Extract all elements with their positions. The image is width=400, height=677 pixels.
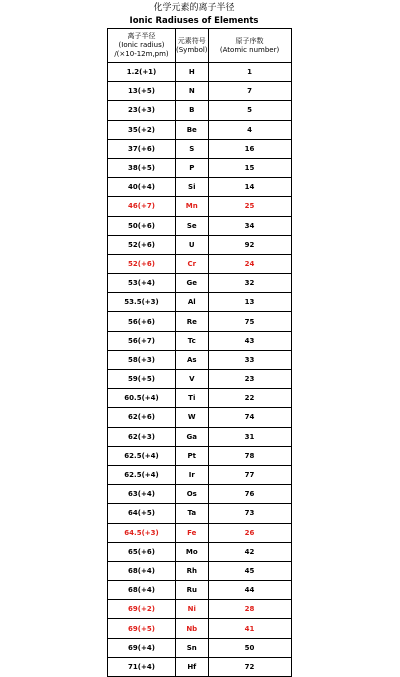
- ionic-radius-cell: 64.5(+3): [108, 523, 176, 542]
- atomic-number-cell: 4: [208, 120, 291, 139]
- symbol-cell: Sn: [176, 638, 209, 657]
- atomic-number-cell: 1: [208, 63, 291, 82]
- symbol-cell: Tc: [176, 331, 209, 350]
- symbol-cell: Os: [176, 485, 209, 504]
- table-row: [108, 82, 292, 101]
- symbol-cell: Se: [176, 216, 209, 235]
- header-row: [108, 29, 292, 63]
- atomic-number-cell: 75: [208, 312, 291, 331]
- atomic-number-cell: 92: [208, 235, 291, 254]
- ionic-radius-cell: 13(+5): [108, 82, 176, 101]
- ionic-radius-cell: 71(+4): [108, 657, 176, 676]
- ionic-radius-cell: 62(+6): [108, 408, 176, 427]
- atomic-number-cell: 43: [208, 331, 291, 350]
- ionic-radius-cell: 62(+3): [108, 427, 176, 446]
- ionic-radius-cell: 40(+4): [108, 178, 176, 197]
- table-row: [108, 638, 292, 657]
- symbol-cell: Al: [176, 293, 209, 312]
- table-row: [108, 446, 292, 465]
- atomic-number-cell: 32: [208, 274, 291, 293]
- ionic-radius-cell: 59(+5): [108, 370, 176, 389]
- table-row: [108, 101, 292, 120]
- ionic-radius-cell: 1.2(+1): [108, 63, 176, 82]
- symbol-cell: Ru: [176, 581, 209, 600]
- table-row: [108, 197, 292, 216]
- symbol-cell: Mo: [176, 542, 209, 561]
- table-row: [108, 485, 292, 504]
- table-row: [108, 216, 292, 235]
- symbol-cell: Ga: [176, 427, 209, 446]
- table-row: [108, 178, 292, 197]
- header-ionic-radius: [108, 29, 176, 63]
- symbol-cell: Pt: [176, 446, 209, 465]
- symbol-cell: As: [176, 350, 209, 369]
- table-row: [108, 63, 292, 82]
- atomic-number-cell: 72: [208, 657, 291, 676]
- ionic-radius-cell: 53(+4): [108, 274, 176, 293]
- table-row: [108, 254, 292, 273]
- atomic-number-cell: 7: [208, 82, 291, 101]
- table-row: [108, 312, 292, 331]
- title-english: Ionic Radiuses of Elements: [129, 16, 259, 26]
- header-symbol-line: 元素符号: [177, 36, 206, 45]
- atomic-number-cell: 74: [208, 408, 291, 427]
- header-atomic-number-line: (Atomic number): [219, 45, 280, 54]
- ionic-radius-cell: 50(+6): [108, 216, 176, 235]
- table-row: [108, 542, 292, 561]
- ionic-radius-cell: 52(+6): [108, 235, 176, 254]
- table-row: [108, 600, 292, 619]
- symbol-cell: W: [176, 408, 209, 427]
- symbol-cell: Ge: [176, 274, 209, 293]
- atomic-number-cell: 5: [208, 101, 291, 120]
- ionic-radius-cell: 68(+4): [108, 581, 176, 600]
- table-row: [108, 581, 292, 600]
- table-row: [108, 561, 292, 580]
- symbol-cell: V: [176, 370, 209, 389]
- table-row: [108, 158, 292, 177]
- atomic-number-cell: 15: [208, 158, 291, 177]
- symbol-cell: Ir: [176, 465, 209, 484]
- atomic-number-cell: 45: [208, 561, 291, 580]
- table-row: [108, 274, 292, 293]
- table-row: [108, 120, 292, 139]
- atomic-number-cell: 31: [208, 427, 291, 446]
- header-atomic-number-line: 原子序数: [235, 36, 264, 45]
- ionic-radius-cell: 64(+5): [108, 504, 176, 523]
- symbol-cell: S: [176, 139, 209, 158]
- header-ionic-radius-line: (Ionic radius): [118, 41, 165, 49]
- ionic-radius-cell: 62.5(+4): [108, 446, 176, 465]
- ionic-radius-cell: 37(+6): [108, 139, 176, 158]
- ionic-radius-cell: 62.5(+4): [108, 465, 176, 484]
- table-row: [108, 619, 292, 638]
- atomic-number-cell: 14: [208, 178, 291, 197]
- symbol-cell: U: [176, 235, 209, 254]
- ionic-radius-cell: 69(+5): [108, 619, 176, 638]
- symbol-cell: Ti: [176, 389, 209, 408]
- table-row: [108, 350, 292, 369]
- header-symbol: [176, 29, 209, 63]
- atomic-number-cell: 78: [208, 446, 291, 465]
- ionic-radius-cell: 53.5(+3): [108, 293, 176, 312]
- ionic-radius-cell: 68(+4): [108, 561, 176, 580]
- table-row: [108, 331, 292, 350]
- atomic-number-cell: 77: [208, 465, 291, 484]
- header-ionic-radius-line: /(×10-12m,pm): [114, 50, 169, 58]
- ionic-radius-cell: 63(+4): [108, 485, 176, 504]
- table-row: [108, 408, 292, 427]
- ionic-radius-cell: 52(+6): [108, 254, 176, 273]
- table-row: [108, 523, 292, 542]
- symbol-cell: Ta: [176, 504, 209, 523]
- symbol-cell: Be: [176, 120, 209, 139]
- ionic-radius-cell: 56(+6): [108, 312, 176, 331]
- ionic-radius-cell: 60.5(+4): [108, 389, 176, 408]
- symbol-cell: Rh: [176, 561, 209, 580]
- symbol-cell: N: [176, 82, 209, 101]
- atomic-number-cell: 42: [208, 542, 291, 561]
- atomic-number-cell: 25: [208, 197, 291, 216]
- table-row: [108, 389, 292, 408]
- atomic-number-cell: 41: [208, 619, 291, 638]
- atomic-number-cell: 16: [208, 139, 291, 158]
- ionic-radius-cell: 65(+6): [108, 542, 176, 561]
- atomic-number-cell: 50: [208, 638, 291, 657]
- atomic-number-cell: 44: [208, 581, 291, 600]
- table-row: [108, 504, 292, 523]
- atomic-number-cell: 24: [208, 254, 291, 273]
- atomic-number-cell: 73: [208, 504, 291, 523]
- atomic-number-cell: 22: [208, 389, 291, 408]
- ionic-radius-cell: 46(+7): [108, 197, 176, 216]
- atomic-number-cell: 33: [208, 350, 291, 369]
- header-atomic-number: [208, 29, 291, 63]
- ionic-radius-cell: 58(+3): [108, 350, 176, 369]
- atomic-number-cell: 23: [208, 370, 291, 389]
- table-row: [108, 427, 292, 446]
- symbol-cell: Ni: [176, 600, 209, 619]
- ionic-radius-cell: 56(+7): [108, 331, 176, 350]
- symbol-cell: P: [176, 158, 209, 177]
- ionic-radius-cell: 69(+2): [108, 600, 176, 619]
- symbol-cell: Fe: [176, 523, 209, 542]
- table-row: [108, 139, 292, 158]
- table-row: [108, 235, 292, 254]
- ionic-radius-cell: 35(+2): [108, 120, 176, 139]
- ionic-radius-cell: 38(+5): [108, 158, 176, 177]
- table-row: [108, 657, 292, 676]
- table-row: [108, 293, 292, 312]
- symbol-cell: Mn: [176, 197, 209, 216]
- atomic-number-cell: 34: [208, 216, 291, 235]
- header-symbol-line: (Symbol): [176, 45, 208, 54]
- table-row: [108, 370, 292, 389]
- symbol-cell: H: [176, 63, 209, 82]
- symbol-cell: Nb: [176, 619, 209, 638]
- symbol-cell: Hf: [176, 657, 209, 676]
- symbol-cell: Re: [176, 312, 209, 331]
- ionic-radius-cell: 69(+4): [108, 638, 176, 657]
- symbol-cell: Cr: [176, 254, 209, 273]
- atomic-number-cell: 13: [208, 293, 291, 312]
- ionic-radius-table: [107, 28, 292, 677]
- atomic-number-cell: 26: [208, 523, 291, 542]
- atomic-number-cell: 76: [208, 485, 291, 504]
- header-ionic-radius-line: 离子半径: [127, 32, 156, 40]
- title-chinese: 化学元素的离子半径: [153, 3, 235, 13]
- atomic-number-cell: 28: [208, 600, 291, 619]
- ionic-radius-cell: 23(+3): [108, 101, 176, 120]
- symbol-cell: Si: [176, 178, 209, 197]
- table-row: [108, 465, 292, 484]
- symbol-cell: B: [176, 101, 209, 120]
- table-body: [108, 63, 292, 677]
